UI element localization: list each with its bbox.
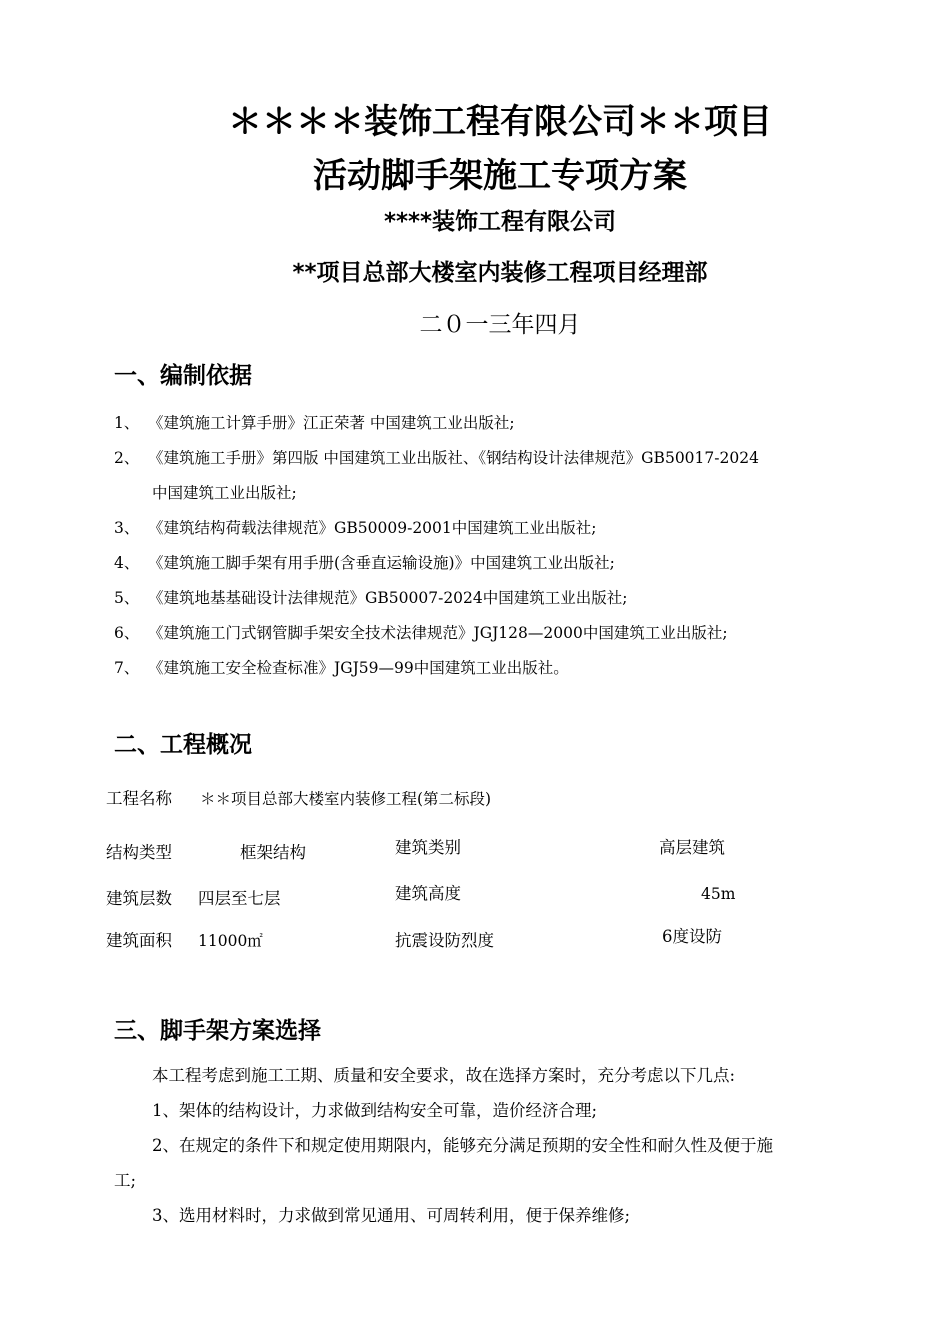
reference-item [114, 622, 728, 644]
seismic-value: 6度设防 [662, 927, 722, 946]
structure-type-value: 框架结构 [240, 843, 306, 862]
plan-point: 3、选用材料时，力求做到常见通用、可周转利用，便于保养维修; [152, 1206, 631, 1225]
reference-text: 《建筑施工脚手架有用手册(含垂直运输设施)》中国建筑工业出版社; [148, 554, 615, 572]
plan-point: 1、架体的结构设计，力求做到结构安全可靠，造价经济合理; [152, 1101, 598, 1120]
building-category-label: 建筑类别 [395, 838, 461, 857]
reference-text: 《建筑施工安全检查标准》JGJ59—99中国建筑工业出版社。 [148, 659, 569, 677]
building-category-value: 高层建筑 [659, 838, 725, 857]
document-title-line2: 活动脚手架施工专项方案 [313, 156, 687, 196]
department-name: **项目总部大楼室内装修工程项目经理部 [292, 260, 708, 286]
reference-item [114, 552, 615, 574]
reference-item-continuation: 中国建筑工业出版社; [152, 484, 297, 502]
plan-point-continuation: 工; [114, 1171, 137, 1190]
floors-label: 建筑层数 [106, 889, 172, 908]
reference-item [114, 517, 597, 539]
reference-item [114, 587, 628, 609]
project-name-label: 工程名称 [106, 789, 172, 808]
height-value: 45m [701, 885, 736, 903]
area-label: 建筑面积 [106, 931, 172, 950]
section-heading-basis: 一、编制依据 [114, 363, 252, 389]
document-date: 二０一三年四月 [419, 312, 581, 338]
plan-point: 2、在规定的条件下和规定使用期限内，能够充分满足预期的安全性和耐久性及便于施 [152, 1136, 773, 1155]
reference-number: 7、 [114, 659, 140, 677]
reference-item [114, 447, 759, 469]
reference-number: 3、 [114, 519, 140, 537]
document-title-line1: ＊＊＊＊装饰工程有限公司＊＊项目 [228, 102, 772, 142]
reference-text: 《建筑施工计算手册》江正荣著 中国建筑工业出版社; [148, 414, 515, 432]
reference-item [114, 412, 515, 434]
reference-text: 《建筑地基基础设计法律规范》GB50007-2024中国建筑工业出版社; [148, 589, 628, 607]
company-name: ****装饰工程有限公司 [383, 209, 617, 235]
reference-text: 《建筑结构荷载法律规范》GB50009-2001中国建筑工业出版社; [148, 519, 597, 537]
reference-number: 4、 [114, 554, 140, 572]
section-heading-overview: 二、工程概况 [114, 732, 252, 758]
reference-text: 《建筑施工手册》第四版 中国建筑工业出版社、《钢结构设计法律规范》GB50017-2024 [148, 449, 759, 467]
reference-item [114, 657, 569, 679]
floors-value: 四层至七层 [198, 889, 281, 908]
reference-number: 2、 [114, 449, 140, 467]
area-value: 11000㎡ [198, 932, 263, 950]
reference-number: 5、 [114, 589, 140, 607]
reference-number: 6、 [114, 624, 140, 642]
section-heading-scaffold-plan: 三、脚手架方案选择 [114, 1018, 321, 1044]
reference-text: 《建筑施工门式钢管脚手架安全技术法律规范》JGJ128—2000中国建筑工业出版社; [148, 624, 728, 642]
structure-type-label: 结构类型 [106, 843, 172, 862]
plan-intro: 本工程考虑到施工工期、质量和安全要求，故在选择方案时，充分考虑以下几点: [152, 1066, 736, 1085]
seismic-label: 抗震设防烈度 [395, 931, 494, 950]
project-name-value: ＊＊项目总部大楼室内装修工程(第二标段) [200, 790, 492, 808]
height-label: 建筑高度 [395, 884, 461, 903]
reference-number: 1、 [114, 414, 140, 432]
